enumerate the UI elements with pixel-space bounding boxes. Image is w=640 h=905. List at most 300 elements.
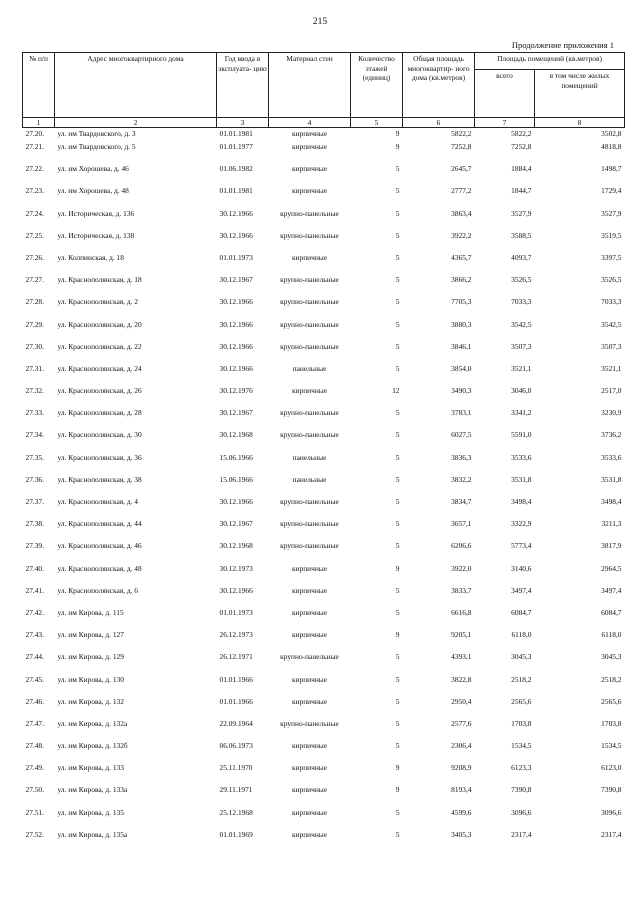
- floors-cell: 9: [395, 763, 400, 773]
- living-area-cell: 1729,4: [601, 186, 622, 196]
- living-area-cell: 6118,0: [601, 630, 622, 640]
- living-area-cell: 6084,7: [601, 607, 622, 617]
- address-cell: ул. им Кирова, д. 115: [57, 607, 124, 617]
- row-number-cell: 27.32.: [25, 386, 44, 396]
- premises-area-cell: 3521,1: [511, 363, 532, 373]
- year-cell: 01.01.1981: [219, 129, 253, 138]
- wall-material-cell: кирпичные: [291, 785, 328, 795]
- address-cell: ул. Краснополянская, д. 44: [57, 519, 142, 529]
- year-cell: 30.12.1968: [219, 430, 253, 440]
- year-cell: 30.12.1968: [219, 541, 253, 551]
- year-cell: 26.12.1973: [219, 630, 253, 640]
- wall-material-cell: крупно-панельные: [280, 408, 339, 418]
- premises-area-cell: 7390,8: [511, 785, 532, 795]
- table-row: [23, 719, 625, 741]
- row-number-cell: 27.48.: [25, 741, 44, 751]
- wall-material-cell: крупно-панельные: [280, 341, 339, 351]
- total-area-cell: 3832,2: [451, 474, 472, 484]
- total-area-cell: 6027,5: [451, 430, 472, 440]
- year-cell: 30.12.1966: [219, 497, 253, 506]
- total-area-cell: 3783,1: [451, 408, 472, 418]
- year-cell: 22.09.1964: [219, 718, 253, 728]
- row-number-cell: 27.38.: [25, 519, 44, 529]
- wall-material-cell: крупно-панельные: [280, 519, 339, 529]
- row-number-cell: 27.28.: [25, 297, 44, 307]
- address-cell: ул. Краснополянская, д. 6: [57, 585, 138, 595]
- floors-cell: 9: [395, 785, 400, 795]
- year-cell: 30.12.1967: [219, 519, 253, 529]
- wall-material-cell: кирпичные: [291, 829, 328, 839]
- living-area-cell: 3498,4: [601, 497, 622, 506]
- wall-material-cell: кирпичные: [291, 630, 328, 640]
- table-row: [23, 608, 625, 630]
- table-row: [23, 364, 625, 386]
- floors-cell: 5: [395, 807, 400, 817]
- total-area-cell: 7705,3: [451, 297, 472, 307]
- address-cell: ул. им Кирова, д. 135: [57, 807, 124, 817]
- continuation-label: Продолжение приложения 1: [511, 40, 614, 50]
- floors-cell: 5: [395, 164, 400, 174]
- total-area-cell: 3833,7: [451, 585, 472, 595]
- living-area-cell: 3096,6: [601, 807, 622, 817]
- apartment-buildings-table: [22, 52, 625, 852]
- wall-material-cell: кирпичные: [291, 252, 328, 262]
- row-number-cell: 27.21.: [25, 142, 44, 151]
- premises-area-cell: 1884,4: [511, 164, 532, 174]
- address-cell: ул. им Кирова, д. 132а: [57, 718, 128, 728]
- year-cell: 06.06.1973: [219, 741, 253, 751]
- year-cell: 30.12.1966: [219, 319, 253, 329]
- total-area-cell: 3846,1: [451, 341, 472, 351]
- wall-material-cell: кирпичные: [291, 674, 328, 684]
- row-number-cell: 27.51.: [25, 807, 44, 817]
- table-row: [23, 408, 625, 430]
- floors-cell: 9: [395, 142, 400, 151]
- premises-area-cell: 1703,8: [511, 718, 532, 728]
- total-area-cell: 2950,4: [451, 696, 472, 706]
- premises-area-cell: 3588,5: [511, 230, 532, 240]
- living-area-cell: 3817,9: [601, 541, 622, 551]
- floors-cell: 5: [395, 408, 400, 418]
- year-cell: 01.01.1973: [219, 252, 253, 262]
- living-area-cell: 3542,5: [601, 319, 622, 329]
- total-area-cell: 3854,0: [451, 363, 472, 373]
- address-cell: ул. им Хорошева, д. 48: [57, 186, 129, 196]
- table-row: [23, 128, 625, 143]
- table-row: [23, 763, 625, 785]
- total-area-cell: 3836,3: [451, 452, 472, 462]
- total-area-cell: 3922,2: [451, 230, 472, 240]
- table-row: [23, 830, 625, 852]
- column-number: 8: [535, 118, 625, 128]
- year-cell: 30.12.1966: [219, 230, 253, 240]
- floors-cell: 5: [395, 363, 400, 373]
- column-number: 6: [403, 118, 475, 128]
- column-number: 4: [269, 118, 351, 128]
- row-number-cell: 27.39.: [25, 541, 44, 551]
- year-cell: 30.12.1966: [219, 341, 253, 351]
- year-cell: 26.12.1971: [219, 652, 253, 662]
- total-area-cell: 6616,8: [451, 607, 472, 617]
- floors-cell: 12: [392, 386, 400, 396]
- table-row: [23, 164, 625, 186]
- floors-cell: 5: [395, 718, 400, 728]
- living-area-cell: 2317,4: [601, 829, 622, 839]
- year-cell: 01.01.1981: [219, 186, 253, 196]
- column-number: 1: [23, 118, 55, 128]
- table-row: [23, 186, 625, 208]
- header-premises-area: Площадь помещений (кв.метров): [475, 53, 625, 70]
- address-cell: ул. им Кирова, д. 129: [57, 652, 124, 662]
- premises-area-cell: 1844,7: [511, 186, 532, 196]
- table-row: [23, 541, 625, 563]
- floors-cell: 5: [395, 829, 400, 839]
- total-area-cell: 4599,6: [451, 807, 472, 817]
- year-cell: 30.12.1966: [219, 208, 253, 218]
- total-area-cell: 3822,8: [451, 674, 472, 684]
- address-cell: ул. им Кирова, д. 132: [57, 696, 124, 706]
- column-number: 5: [351, 118, 403, 128]
- premises-area-cell: 3542,5: [511, 319, 532, 329]
- header-total-area: Общая площадь многоквартир- ного дома (кв.метров): [403, 53, 475, 118]
- floors-cell: 5: [395, 186, 400, 196]
- year-cell: 25.11.1970: [219, 763, 253, 773]
- year-cell: 30.12.1967: [219, 408, 253, 418]
- living-area-cell: 3533,6: [601, 452, 622, 462]
- address-cell: ул. им Твардовского, д. 5: [57, 142, 136, 151]
- living-area-cell: 3527,9: [601, 208, 622, 218]
- living-area-cell: 3507,3: [601, 341, 622, 351]
- address-cell: ул. Краснополянская, д. 24: [57, 363, 142, 373]
- row-number-cell: 27.29.: [25, 319, 44, 329]
- total-area-cell: 2645,7: [451, 164, 472, 174]
- row-number-cell: 27.34.: [25, 430, 44, 440]
- address-cell: ул. Краснополянская, д. 4: [57, 497, 138, 506]
- wall-material-cell: крупно-панельные: [280, 497, 339, 506]
- premises-area-cell: 3497,4: [511, 585, 532, 595]
- table-row: [23, 808, 625, 830]
- living-area-cell: 2964,5: [601, 563, 622, 573]
- total-area-cell: 3922,0: [451, 563, 472, 573]
- wall-material-cell: кирпичные: [291, 142, 328, 151]
- living-area-cell: 1703,8: [601, 718, 622, 728]
- living-area-cell: 3736,2: [601, 430, 622, 440]
- row-number-cell: 27.24.: [25, 208, 44, 218]
- address-cell: ул. Краснополянская, д. 20: [57, 319, 142, 329]
- year-cell: 15.06.1966: [219, 452, 253, 462]
- floors-cell: 5: [395, 252, 400, 262]
- row-number-cell: 27.50.: [25, 785, 44, 795]
- wall-material-cell: крупно-панельные: [280, 718, 339, 728]
- table-row: [23, 785, 625, 807]
- table-body: [23, 128, 625, 853]
- address-cell: ул. им Кирова, д. 133а: [57, 785, 128, 795]
- row-number-cell: 27.36.: [25, 474, 44, 484]
- total-area-cell: 9205,1: [451, 630, 472, 640]
- premises-area-cell: 1534,5: [511, 741, 532, 751]
- premises-area-cell: 3498,4: [511, 497, 532, 506]
- header-year: Год ввода в эксплуата- цию: [217, 53, 269, 118]
- wall-material-cell: кирпичные: [291, 696, 328, 706]
- year-cell: 30.12.1976: [219, 386, 253, 396]
- floors-cell: 5: [395, 519, 400, 529]
- address-cell: ул. Колпинская, д. 18: [57, 252, 124, 262]
- address-cell: ул. им Хорошева, д. 46: [57, 164, 129, 174]
- address-cell: ул. Краснополянская, д. 36: [57, 452, 142, 462]
- total-area-cell: 3880,3: [451, 319, 472, 329]
- total-area-cell: 8193,4: [451, 785, 472, 795]
- wall-material-cell: панельные: [292, 452, 327, 462]
- table-row: [23, 275, 625, 297]
- total-area-cell: 7252,8: [451, 142, 472, 151]
- year-cell: 30.12.1967: [219, 275, 253, 285]
- year-cell: 01.01.1973: [219, 607, 253, 617]
- floors-cell: 5: [395, 452, 400, 462]
- table-row: [23, 231, 625, 253]
- row-number-cell: 27.44.: [25, 652, 44, 662]
- wall-material-cell: крупно-панельные: [280, 275, 339, 285]
- total-area-cell: 3863,4: [451, 208, 472, 218]
- address-cell: ул. им Твардовского, д. 3: [57, 129, 136, 138]
- premises-area-cell: 5591,0: [511, 430, 532, 440]
- table-row: [23, 519, 625, 541]
- row-number-cell: 27.23.: [25, 186, 44, 196]
- table-row: [23, 564, 625, 586]
- table-row: [23, 497, 625, 519]
- table-row: [23, 253, 625, 275]
- table-row: [23, 320, 625, 342]
- address-cell: ул. Краснополянская, д. 46: [57, 541, 142, 551]
- living-area-cell: 3045,3: [601, 652, 622, 662]
- year-cell: 01.01.1966: [219, 696, 253, 706]
- address-cell: ул. Краснополянская, д. 22: [57, 341, 142, 351]
- wall-material-cell: кирпичные: [291, 763, 328, 773]
- floors-cell: 5: [395, 741, 400, 751]
- living-area-cell: 1498,7: [601, 164, 622, 174]
- year-cell: 15.06.1966: [219, 474, 253, 484]
- premises-area-cell: 7252,8: [511, 142, 532, 151]
- row-number-cell: 27.49.: [25, 763, 44, 773]
- address-cell: ул. Краснополянская, д. 2: [57, 297, 138, 307]
- table-row: [23, 697, 625, 719]
- floors-cell: 5: [395, 275, 400, 285]
- address-cell: ул. Историческая, д. 138: [57, 230, 135, 240]
- total-area-cell: 4393,1: [451, 652, 472, 662]
- floors-cell: 5: [395, 297, 400, 307]
- wall-material-cell: крупно-панельные: [280, 430, 339, 440]
- row-number-cell: 27.41.: [25, 585, 44, 595]
- premises-area-cell: 3322,9: [511, 519, 532, 529]
- wall-material-cell: крупно-панельные: [280, 208, 339, 218]
- table-row: [23, 741, 625, 763]
- wall-material-cell: крупно-панельные: [280, 541, 339, 551]
- table-row: [23, 297, 625, 319]
- total-area-cell: 4365,7: [451, 252, 472, 262]
- wall-material-cell: крупно-панельные: [280, 297, 339, 307]
- table-row: [23, 342, 625, 364]
- total-area-cell: 3866,2: [451, 275, 472, 285]
- row-number-cell: 27.47.: [25, 718, 44, 728]
- year-cell: 30.12.1966: [219, 363, 253, 373]
- table-row: [23, 630, 625, 652]
- wall-material-cell: крупно-панельные: [280, 652, 339, 662]
- row-number-cell: 27.43.: [25, 630, 44, 640]
- total-area-cell: 5822,2: [451, 129, 472, 138]
- premises-area-cell: 7033,3: [511, 297, 532, 307]
- floors-cell: 9: [395, 129, 400, 138]
- address-cell: ул. им Кирова, д. 135а: [57, 829, 128, 839]
- table-row: [23, 142, 625, 164]
- row-number-cell: 27.35.: [25, 452, 44, 462]
- table-row: [23, 430, 625, 452]
- living-area-cell: 4818,8: [601, 142, 622, 151]
- address-cell: ул. им Кирова, д. 133: [57, 763, 124, 773]
- header-premises-all: всего: [475, 70, 535, 118]
- row-number-cell: 27.25.: [25, 230, 44, 240]
- premises-area-cell: 3046,0: [511, 386, 532, 396]
- premises-area-cell: 4093,7: [511, 252, 532, 262]
- header-floors: Количество этажей (единиц): [351, 53, 403, 118]
- premises-area-cell: 3507,3: [511, 341, 532, 351]
- premises-area-cell: 6118,0: [511, 630, 532, 640]
- living-area-cell: 7390,8: [601, 785, 622, 795]
- table-row: [23, 209, 625, 231]
- premises-area-cell: 6123,3: [511, 763, 532, 773]
- address-cell: ул. Краснополянская, д. 28: [57, 408, 142, 418]
- floors-cell: 9: [395, 563, 400, 573]
- living-area-cell: 2517,0: [601, 386, 622, 396]
- wall-material-cell: крупно-панельные: [280, 230, 339, 240]
- premises-area-cell: 3527,9: [511, 208, 532, 218]
- total-area-cell: 2306,4: [451, 741, 472, 751]
- premises-area-cell: 2317,4: [511, 829, 532, 839]
- row-number-cell: 27.37.: [25, 497, 44, 506]
- header-premises-living: в том числе жилых помещений: [535, 70, 625, 118]
- floors-cell: 9: [395, 630, 400, 640]
- premises-area-cell: 5822,2: [511, 129, 532, 138]
- wall-material-cell: кирпичные: [291, 164, 328, 174]
- total-area-cell: 3490,3: [451, 386, 472, 396]
- premises-area-cell: 2518,2: [511, 674, 532, 684]
- wall-material-cell: кирпичные: [291, 585, 328, 595]
- address-cell: ул. Краснополянская, д. 38: [57, 474, 142, 484]
- wall-material-cell: кирпичные: [291, 607, 328, 617]
- table-row: [23, 453, 625, 475]
- address-cell: ул. Краснополянская, д. 26: [57, 386, 142, 396]
- row-number-cell: 27.33.: [25, 408, 44, 418]
- living-area-cell: 3230,9: [601, 408, 622, 418]
- table-row: [23, 675, 625, 697]
- total-area-cell: 3405,3: [451, 829, 472, 839]
- living-area-cell: 3521,1: [601, 363, 622, 373]
- living-area-cell: 3497,4: [601, 585, 622, 595]
- living-area-cell: 2518,2: [601, 674, 622, 684]
- living-area-cell: 3531,8: [601, 474, 622, 484]
- premises-area-cell: 3526,5: [511, 275, 532, 285]
- premises-area-cell: 3045,3: [511, 652, 532, 662]
- total-area-cell: 2777,2: [451, 186, 472, 196]
- wall-material-cell: кирпичные: [291, 563, 328, 573]
- year-cell: 01.01.1966: [219, 674, 253, 684]
- floors-cell: 5: [395, 696, 400, 706]
- row-number-cell: 27.52.: [25, 829, 44, 839]
- wall-material-cell: кирпичные: [291, 807, 328, 817]
- living-area-cell: 6123,0: [601, 763, 622, 773]
- floors-cell: 5: [395, 541, 400, 551]
- header-address: Адрес многоквартирного дома: [55, 53, 217, 118]
- living-area-cell: 3526,5: [601, 275, 622, 285]
- living-area-cell: 7033,3: [601, 297, 622, 307]
- address-cell: ул. им Кирова, д. 130: [57, 674, 124, 684]
- address-cell: ул. им Кирова, д. 127: [57, 630, 124, 640]
- row-number-cell: 27.27.: [25, 275, 44, 285]
- column-number: 7: [475, 118, 535, 128]
- premises-area-cell: 3533,6: [511, 452, 532, 462]
- wall-material-cell: кирпичные: [291, 741, 328, 751]
- page-number: 215: [312, 17, 328, 27]
- floors-cell: 5: [395, 607, 400, 617]
- floors-cell: 5: [395, 674, 400, 684]
- year-cell: 29.11.1971: [219, 785, 253, 795]
- table-row: [23, 586, 625, 608]
- address-cell: ул. Краснополянская, д. 30: [57, 430, 142, 440]
- premises-area-cell: 3341,2: [511, 408, 532, 418]
- floors-cell: 5: [395, 497, 400, 506]
- row-number-cell: 27.40.: [25, 563, 44, 573]
- address-cell: ул. Краснополянская, д. 18: [57, 275, 142, 285]
- total-area-cell: 9208,9: [451, 763, 472, 773]
- year-cell: 01.01.1977: [219, 142, 253, 151]
- address-cell: ул. Историческая, д. 136: [57, 208, 135, 218]
- row-number-cell: 27.42.: [25, 607, 44, 617]
- floors-cell: 5: [395, 652, 400, 662]
- row-number-cell: 27.31.: [25, 363, 44, 373]
- column-number: 3: [217, 118, 269, 128]
- address-cell: ул. Краснополянская, д. 48: [57, 563, 142, 573]
- premises-area-cell: 3531,8: [511, 474, 532, 484]
- total-area-cell: 3834,7: [451, 497, 472, 506]
- row-number-cell: 27.30.: [25, 341, 44, 351]
- wall-material-cell: кирпичные: [291, 186, 328, 196]
- wall-material-cell: панельные: [292, 363, 327, 373]
- floors-cell: 5: [395, 585, 400, 595]
- row-number-cell: 27.46.: [25, 696, 44, 706]
- row-number-cell: 27.20.: [25, 129, 44, 138]
- table-row: [23, 652, 625, 674]
- year-cell: 30.12.1973: [219, 563, 253, 573]
- wall-material-cell: панельные: [292, 474, 327, 484]
- header-num: № п/п: [23, 53, 55, 118]
- total-area-cell: 6206,6: [451, 541, 472, 551]
- year-cell: 01.01.1969: [219, 829, 253, 839]
- total-area-cell: 2577,6: [451, 718, 472, 728]
- header-material: Материал стен: [269, 53, 351, 118]
- floors-cell: 5: [395, 341, 400, 351]
- premises-area-cell: 5773,4: [511, 541, 532, 551]
- premises-area-cell: 3140,6: [511, 563, 532, 573]
- floors-cell: 5: [395, 474, 400, 484]
- floors-cell: 5: [395, 208, 400, 218]
- address-cell: ул. им Кирова, д. 132б: [57, 741, 128, 751]
- premises-area-cell: 3096,6: [511, 807, 532, 817]
- living-area-cell: 1534,5: [601, 741, 622, 751]
- year-cell: 30.12.1966: [219, 585, 253, 595]
- floors-cell: 5: [395, 319, 400, 329]
- premises-area-cell: 6084,7: [511, 607, 532, 617]
- wall-material-cell: кирпичные: [291, 129, 328, 138]
- column-number: 2: [55, 118, 217, 128]
- year-cell: 01.06.1982: [219, 164, 253, 174]
